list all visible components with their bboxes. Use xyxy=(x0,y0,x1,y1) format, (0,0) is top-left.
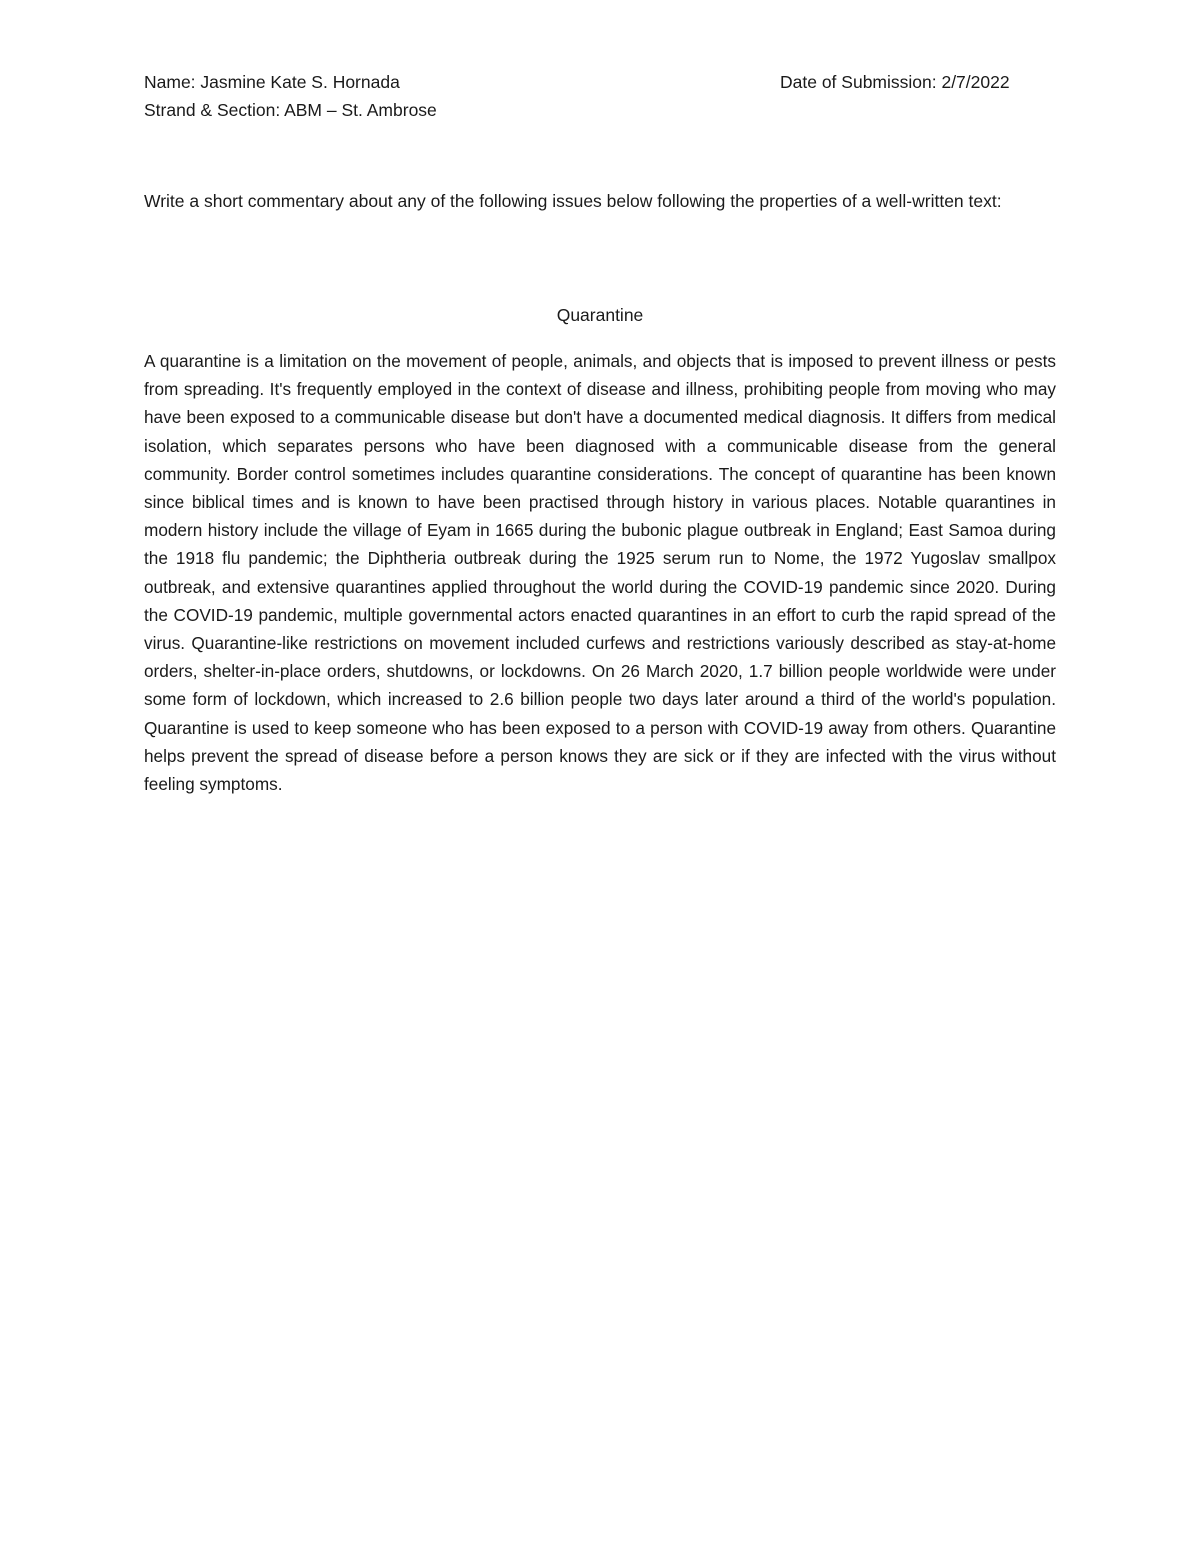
header-row xyxy=(144,72,1056,98)
essay-title: Quarantine xyxy=(556,305,644,325)
essay-body: A quarantine is a limitation on the movement of people, animals, and objects that is imposed to prevent illness or pests from spreading. It's frequently employed in the context of disease and illness, prohibiting people from moving who may have been exposed to a communicable disease but don't have a documented medical diagnosis. It differs from medical isolation, which separates persons who have been diagnosed with a communicable disease from the general community. Border control sometimes includes quarantine considerations. The concept of quarantine has been known since biblical times and is known to have been practised through history in various places. Notable quarantines in modern history include the village of Eyam in 1665 during the bubonic plague outbreak in England; East Samoa during the 1918 flu pandemic; the Diphtheria outbreak during the 1925 serum run to Nome, the 1972 Yugoslav smallpox outbreak, and extensive quarantines applied throughout the world during the COVID-19 pandemic since 2020. During the COVID-19 pandemic, multiple governmental actors enacted quarantines in an effort to curb the rapid spread of the virus. Quarantine-like restrictions on movement included curfews and restrictions variously described as stay-at-home orders, shelter-in-place orders, shutdowns, or lockdowns. On 26 March 2020, 1.7 billion people worldwide were under some form of lockdown, which increased to 2.6 billion people two days later around a third of the world's population. Quarantine is used to keep someone who has been exposed to a person with COVID-19 away from others. Quarantine helps prevent the spread of disease before a person knows they are sick or if they are infected with the virus without feeling symptoms. xyxy=(144,351,1056,795)
student-name: Name: Jasmine Kate S. Hornada xyxy=(144,72,400,92)
assignment-prompt: Write a short commentary about any of the following issues below following the properties of a well-written text: xyxy=(144,191,1002,211)
strand-section: Strand & Section: ABM – St. Ambrose xyxy=(144,100,437,120)
submission-date: Date of Submission: 2/7/2022 xyxy=(780,72,1010,92)
